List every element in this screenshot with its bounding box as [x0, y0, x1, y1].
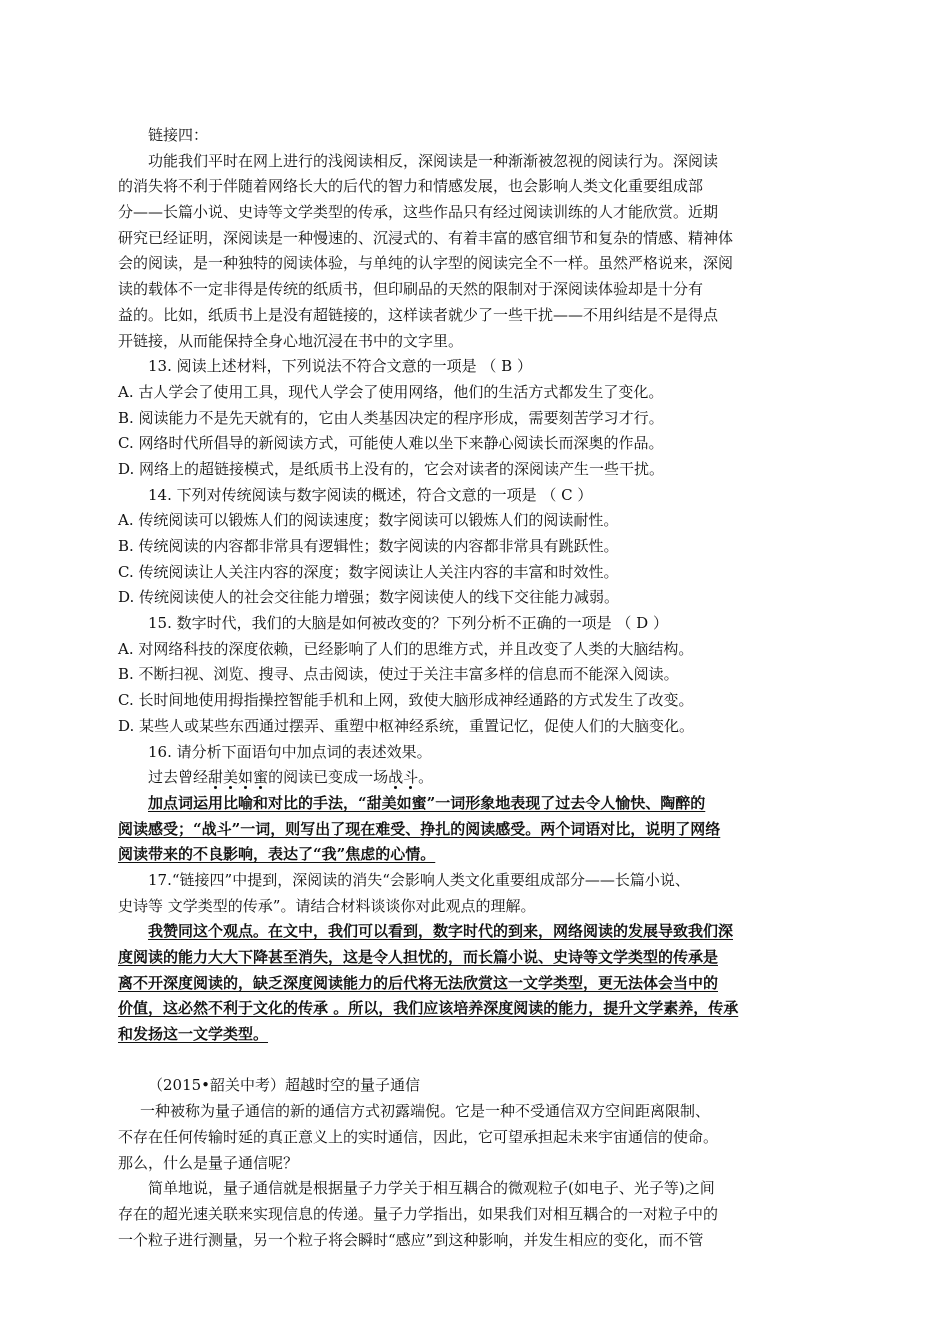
dotted-word [388, 768, 418, 786]
question-13-stem: 13. 阅读上述材料，下列说法不符合文意的一项是 （ B ） [148, 357, 532, 376]
link4-para-line: 分——长篇小说、史诗等文学类型的传承，这些作品只有经过阅读训练的人才能欣赏。近期 [118, 203, 719, 222]
question-14-option: B. 传统阅读的内容都非常具有逻辑性；数字阅读的内容都非常具有跳跃性。 [118, 537, 619, 555]
dotted-char: 蜜 [253, 768, 269, 787]
dotted-char: 美 [223, 768, 239, 787]
question-17-stem: 17.“链接四”中提到，深阅读的消失“会影响人类文化重要组成部分——长篇小说、 [148, 870, 690, 889]
sentence-text: 的阅读已变成一场 [268, 768, 389, 787]
question-16-answer-line: 阅读带来的不良影响，表达了“我”焦虑的心情。 [118, 845, 436, 864]
dotted-char: 如 [238, 768, 254, 787]
question-13-option: B. 阅读能力不是先天就有的，它由人类基因决定的程序形成，需要刻苦学习才行。 [118, 408, 664, 427]
question-16-sentence [118, 765, 818, 791]
article-para-line: 简单地说，量子通信就是根据量子力学关于相互耦合的微观粒子(如电子、光子等)之间 [148, 1179, 715, 1198]
link4-para-line: 益的。比如，纸质书上是没有超链接的，这样读者就少了一些干扰——不用纠结是不是得点 [118, 305, 719, 324]
question-17-answer-line: 我赞同这个观点。在文中，我们可以看到，数字时代的到来，网络阅读的发展导致我们深 [148, 922, 734, 941]
link4-para-line: 会的阅读，是一种独特的阅读体验，与单纯的认字型的阅读完全不一样。虽然严格说来，深阅 [118, 254, 734, 273]
question-16-answer-line: 阅读感受；“战斗”一词，则写出了现在难受、挣扎的阅读感受。两个词语对比，说明了网络 [118, 819, 721, 838]
question-17-answer-line: 价值，这必然不利于文化的传承 。所以，我们应该培养深度阅读的能力，提升文学素养，传承 [118, 999, 739, 1018]
article-para-line: 一种被称为量子通信的新的通信方式初露端倪。它是一种不受通信双方空间距离限制、 [140, 1102, 711, 1121]
question-17-answer-line: 离不开深度阅读的，缺乏深度阅读能力的后代将无法欣赏这一文学类型，更无法体会当中的 [118, 973, 719, 992]
question-15-option: D. 某些人或某些东西通过摆弄、重塑中枢神经系统，重置记忆，促使人们的大脑变化。 [118, 716, 695, 735]
link4-para-line: 读的载体不一定非得是传统的纸质书，但印刷品的天然的限制对于深阅读体验却是十分有 [118, 280, 704, 299]
question-13-option: A. 古人学会了使用工具，现代人学会了使用网络，他们的生活方式都发生了变化。 [118, 382, 664, 401]
question-17-stem: 史诗等 文学类型的传承”。请结合材料谈谈你对此观点的理解。 [118, 896, 536, 915]
document-page [118, 123, 818, 1253]
article-para-line: 一个粒子进行测量，另一个粒子将会瞬时“感应”到这种影响，并发生相应的变化，而不管 [118, 1230, 704, 1249]
dotted-word [208, 768, 268, 786]
question-16-answer-line: 加点词运用比喻和对比的手法，“甜美如蜜”一词形象地表现了过去令人愉快、陶醉的 [148, 793, 706, 812]
article-para-line: 那么，什么是量子通信呢？ [118, 1153, 299, 1172]
sentence-text: 。 [418, 768, 434, 787]
link4-para-line: 功能我们平时在网上进行的浅阅读相反，深阅读是一种渐渐被忽视的阅读行为。深阅读 [148, 151, 719, 170]
question-14-option: A. 传统阅读可以锻炼人们的阅读速度；数字阅读可以锻炼人们的阅读耐性。 [118, 511, 619, 530]
question-15-stem: 15. 数字时代，我们的大脑是如何被改变的？下列分析不正确的一项是 （ D ） [148, 614, 668, 633]
question-16-stem: 16. 请分析下面语句中加点词的表述效果。 [148, 742, 432, 761]
question-15-option: A. 对网络科技的深度依赖，已经影响了人们的思维方式，并且改变了人类的大脑结构。 [118, 639, 694, 658]
link4-para-line: 研究已经证明，深阅读是一种慢速的、沉浸式的、有着丰富的感官细节和复杂的情感、精神体 [118, 228, 734, 247]
question-14-stem: 14. 下列对传统阅读与数字阅读的概述，符合文意的一项是 （ C ） [148, 485, 593, 504]
question-17-answer-line: 度阅读的能力大大下降甚至消失，这是令人担忧的，而长篇小说、史诗等文学类型的传承是 [118, 948, 719, 966]
question-14-option: C. 传统阅读让人关注内容的深度；数字阅读让人关注内容的丰富和时效性。 [118, 562, 619, 581]
link4-para-line: 的消失将不利于伴随着网络长大的后代的智力和情感发展，也会影响人类文化重要组成部 [118, 177, 704, 196]
question-13-option: D. 网络上的超链接模式，是纸质书上没有的，它会对读者的深阅读产生一些干扰。 [118, 459, 665, 478]
article-heading: （2015•韶关中考）超越时空的量子通信 [148, 1076, 421, 1095]
question-14-option: D. 传统阅读使人的社会交往能力增强；数字阅读使人的线下交往能力减弱。 [118, 588, 620, 607]
question-13-option: C. 网络时代所倡导的新阅读方式，可能使人难以坐下来静心阅读长而深奥的作品。 [118, 434, 664, 453]
link4-para-line: 开链接，从而能保持全身心地沉浸在书中的文字里。 [118, 331, 464, 350]
question-17-answer-line: 和发扬这一文学类型。 [118, 1025, 269, 1044]
dotted-char: 斗 [403, 768, 419, 787]
article-para-line: 不存在任何传输时延的真正意义上的实时通信，因此，它可望承担起未来宇宙通信的使命。 [118, 1127, 719, 1146]
question-15-option: C. 长时间地使用拇指操控智能手机和上网，致使大脑形成神经通路的方式发生了改变。 [118, 691, 694, 710]
sentence-text: 过去曾经 [148, 768, 209, 787]
section-spacer [118, 1048, 818, 1074]
link4-title: 链接四： [148, 126, 209, 144]
article-para-line: 存在的超光速关联来实现信息的传递。量子力学指出，如果我们对相互耦合的一对粒子中的 [118, 1204, 719, 1223]
question-15-option: B. 不断扫视、浏览、搜寻、点击阅读，使过于关注丰富多样的信息而不能深入阅读。 [118, 665, 679, 684]
dotted-char: 战 [388, 768, 404, 787]
dotted-char: 甜 [208, 768, 224, 787]
